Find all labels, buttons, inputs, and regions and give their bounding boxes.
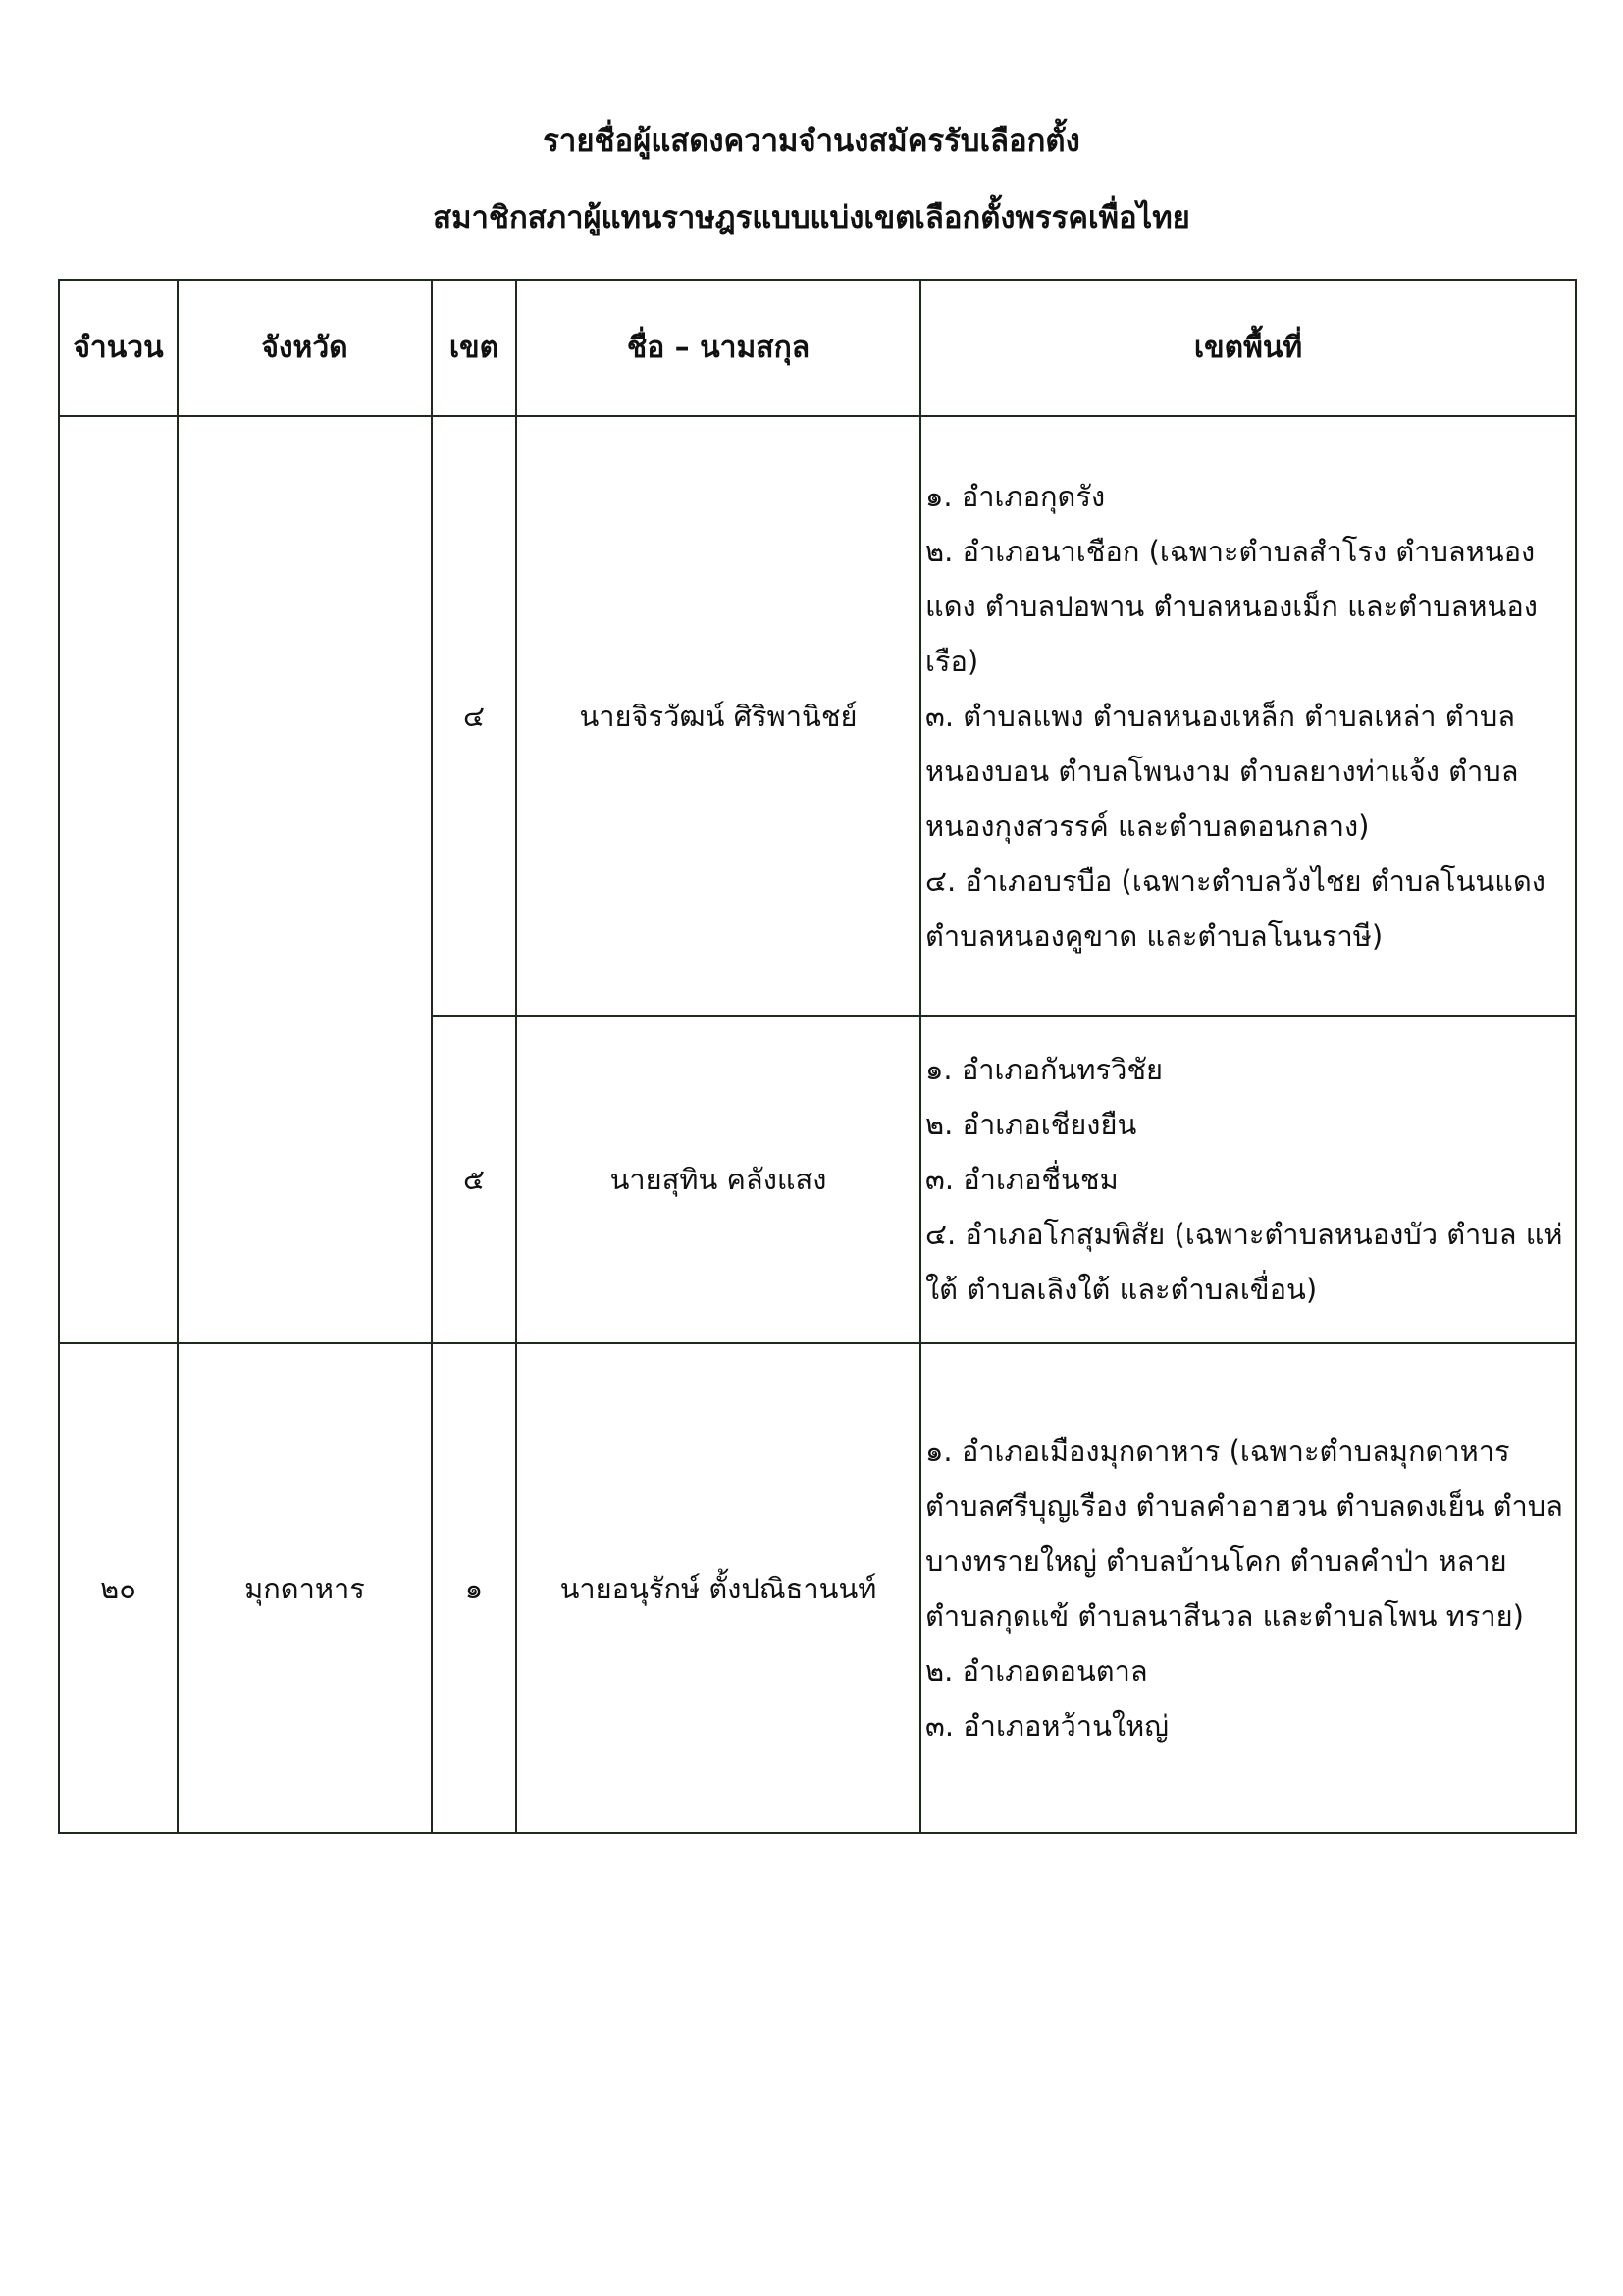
name-cell: นายจิรวัฒน์ ศิริพานิชย์ (516, 416, 920, 1016)
table-row (59, 1343, 1576, 1833)
areas-cell (920, 1343, 1576, 1833)
header-name: ชื่อ – นามสกุล (516, 280, 920, 416)
count-cell (59, 416, 178, 1343)
count-cell: ๒๐ (59, 1343, 178, 1833)
area-item: ๓. ตำบลแพง ตำบลหนองเหล็ก ตำบลเหล่า ตำบล หนองบอน ตำบลโพนงาม ตำบลยางท่าแจ้ง ตำบล หนองกุงสวรรค์ และตำบลดอนกลาง) (925, 699, 1519, 843)
area-item: ๑. อำเภอเมืองมุกดาหาร (เฉพาะตำบลมุกดาหาร ตำบลศรีบุญเรือง ตำบลคำอาฮวน ตำบลดงเย็น ตำบลบางทรายใหญ่ ตำบลบ้านโคก ตำบลคำป่า หลาย ตำบลกุดแข้ ตำบลนาสีนวล และตำบลโพน ทราย) (925, 1434, 1563, 1633)
header-district: เขต (432, 280, 516, 416)
district-cell: ๕ (432, 1016, 516, 1343)
document-subtitle: สมาชิกสภาผู้แทนราษฎรแบบแบ่งเขตเลือกตั้งพรรคเพื่อไทย (433, 200, 1190, 235)
district-cell: ๔ (432, 416, 516, 1016)
document-title: รายชื่อผู้แสดงความจำนงสมัครรับเลือกตั้ง (543, 124, 1080, 159)
area-item: ๑. อำเภอกุดรัง (925, 479, 1106, 513)
area-item: ๓. อำเภอชื่นชม (925, 1163, 1119, 1196)
province-cell (178, 416, 432, 1343)
header-count: จำนวน (59, 280, 178, 416)
candidate-table (58, 279, 1577, 1834)
header-province: จังหวัด (178, 280, 432, 416)
area-item: ๒. อำเภอนาเชือก (เฉพาะตำบลสำโรง ตำบลหนอง แดง ตำบลปอพาน ตำบลหนองเม็ก และตำบลหนอง เรือ) (925, 534, 1538, 678)
area-item: ๓. อำเภอหว้านใหญ่ (925, 1708, 1169, 1743)
province-cell: มุกดาหาร (178, 1343, 432, 1833)
table-row (59, 416, 1576, 1016)
header-areas: เขตพื้นที่ (920, 280, 1576, 416)
areas-cell (920, 1016, 1576, 1343)
area-item: ๒. อำเภอดอนตาล (925, 1653, 1148, 1688)
name-cell: นายอนุรักษ์ ตั้งปณิธานนท์ (516, 1343, 920, 1833)
name-cell: นายสุทิน คลังแสง (516, 1016, 920, 1343)
district-cell: ๑ (432, 1343, 516, 1833)
area-item: ๑. อำเภอกันทรวิชัย (925, 1053, 1164, 1086)
areas-cell (920, 416, 1576, 1016)
table-header-row (59, 280, 1576, 416)
area-item: ๒. อำเภอเชียงยืน (925, 1108, 1137, 1141)
area-item: ๔. อำเภอบรบือ (เฉพาะตำบลวังไชย ตำบลโนนแดง ตำบลหนองคูขาด และตำบลโนนราษี) (925, 863, 1545, 953)
area-item: ๔. อำเภอโกสุมพิสัย (เฉพาะตำบลหนองบัว ตำบล แห่ใต้ ตำบลเลิงใต้ และตำบลเขื่อน) (925, 1218, 1563, 1306)
